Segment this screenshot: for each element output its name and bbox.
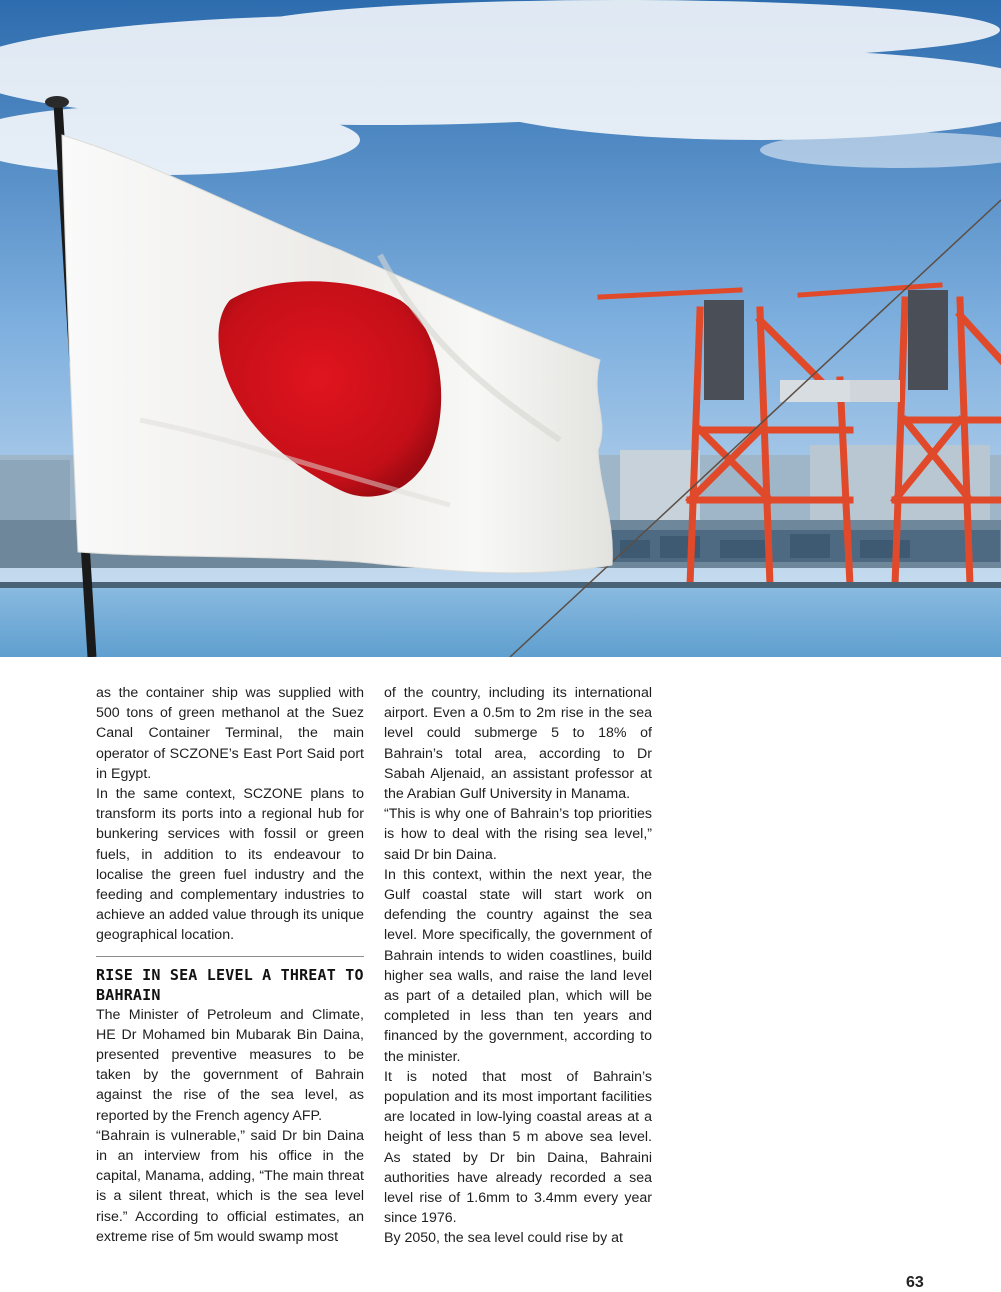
section-divider: [96, 956, 364, 957]
paragraph: “This is why one of Bahrain’s top priorities is how to deal with the rising sea level,” said Dr bin Daina.: [384, 806, 652, 863]
article-column-right: [384, 683, 652, 1249]
water: [0, 585, 1001, 657]
section-heading: RISE IN SEA LEVEL A THREAT TO BAHRAIN: [96, 965, 364, 1004]
paragraph: By 2050, the sea level could rise by at: [384, 1230, 623, 1247]
paragraph: It is noted that most of Bahrain’s population and its most important facilities are located in low-lying coastal areas at a height of less than 5 m above sea level. As stated by Dr bin Daina, Bahraini authorities have already recorded a sea level rise of 1.6mm to 3.4mm every year since 1976.: [384, 1068, 652, 1227]
article-column-left: [96, 683, 364, 1247]
quay: [0, 582, 1001, 588]
paragraph: The Minister of Petroleum and Climate, HE Dr Mohamed bin Mubarak Bin Daina, presented preventive measures to be taken by the government of Bahrain against the rise of the sea level, as reported by the French agency AFP.: [96, 1006, 364, 1124]
paragraph: as the container ship was supplied with 500 tons of green methanol at the Suez Canal Container Terminal, the main operator of SCZONE’s East Port Said port in Egypt.: [96, 685, 364, 782]
paragraph: of the country, including its international airport. Even a 0.5m to 2m rise in the sea level could submerge 5 to 18% of Bahrain’s total area, according to Dr Sabah Aljenaid, an assistant professor at the Arabian Gulf University in Manama.: [384, 685, 652, 803]
paragraph: In this context, within the next year, the Gulf coastal state will start work on defending the country against the sea level. More specifically, the government of Bahrain intends to widen coastlines, build higher sea walls, and raise the land level as part of a detailed plan, which will be completed in less than ten years and financed by the government, according to the minister.: [384, 866, 652, 1065]
page-number: 63: [906, 1274, 924, 1291]
paragraph: “Bahrain is vulnerable,” said Dr bin Daina in an interview from his office in the capital, Manama, adding, “The main threat is a silent threat, which is the sea level rise.” According to official estimates, an extreme rise of 5m would swamp most: [96, 1127, 364, 1245]
paragraph: In the same context, SCZONE plans to transform its ports into a regional hub for bunkering services with fossil or green fuels, in addition to its endeavour to localise the green fuel industry and the feeding and complementary industries to achieve an added value through its unique geographical location.: [96, 786, 364, 944]
